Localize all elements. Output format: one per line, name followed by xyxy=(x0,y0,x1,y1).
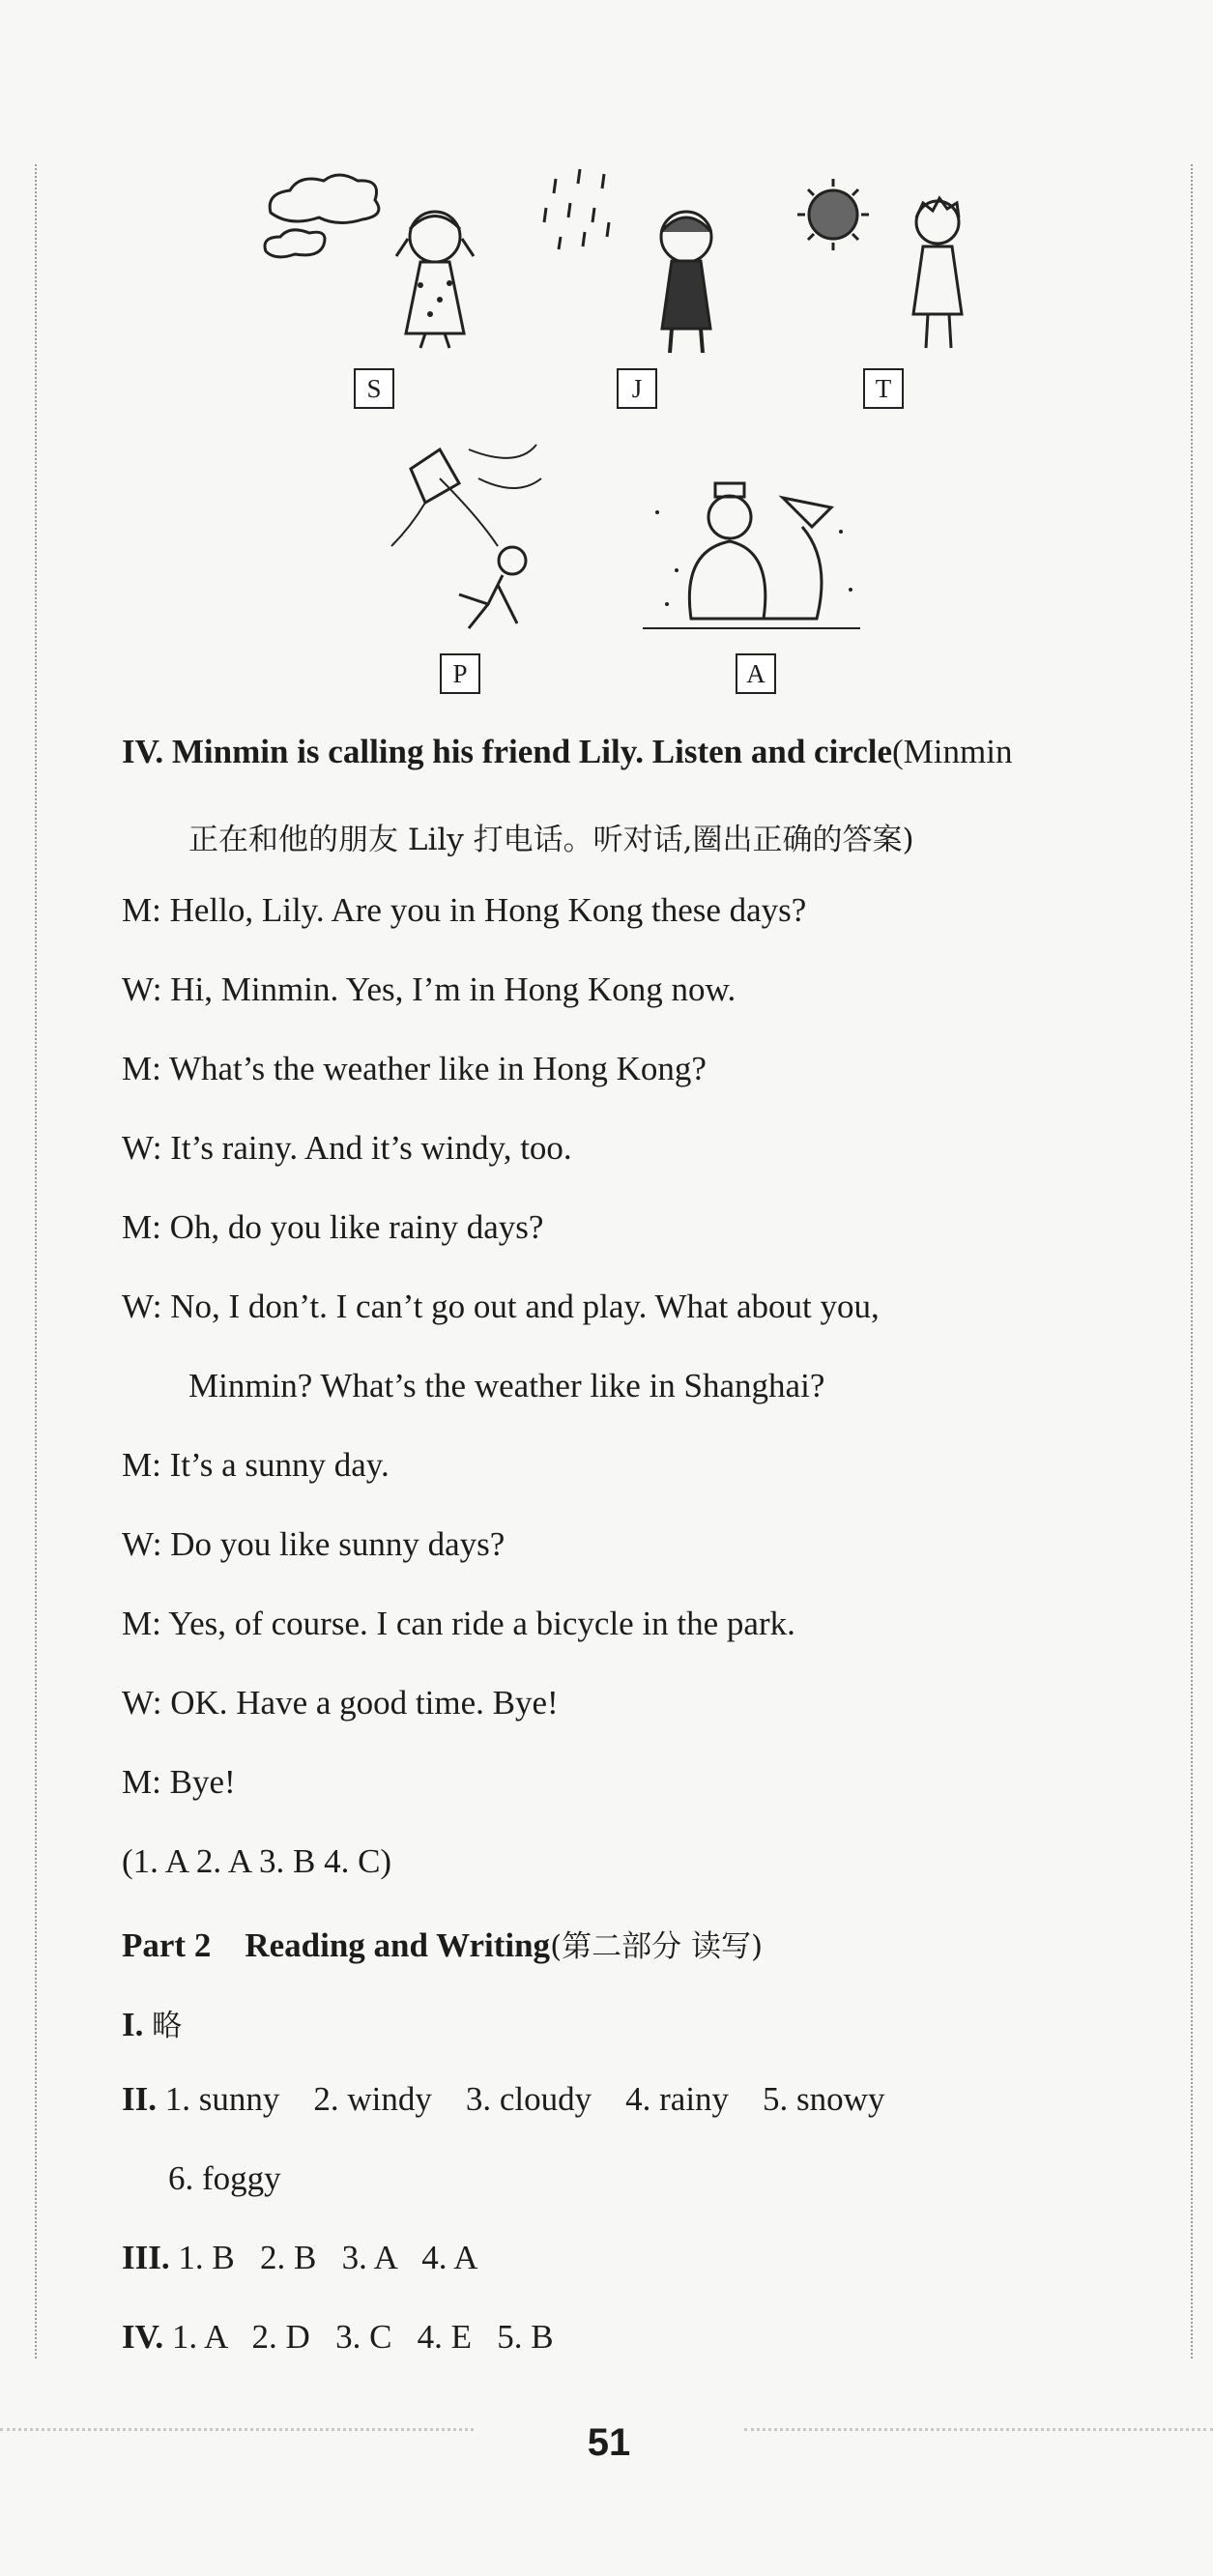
answer-ii-number: II. xyxy=(122,2080,157,2118)
part2-title-cn: (第二部分 读写) xyxy=(550,1929,764,1964)
answer-row-ii xyxy=(122,2080,884,2119)
rainy-girl-picture xyxy=(536,164,749,362)
section-iv-instruction-cn: 正在和他的朋友 Lily 打电话。听对话,圈出正确的答案) xyxy=(188,823,914,857)
right-dotted-border xyxy=(1191,164,1193,2359)
dialogue-line: W: OK. Have a good time. Bye! xyxy=(122,1684,559,1722)
dialogue-line: M: Hello, Lily. Are you in Hong Kong these days? xyxy=(122,891,807,929)
dialogue-line: M: It’s a sunny day. xyxy=(122,1446,390,1484)
dialogue-line: W: No, I don’t. I can’t go out and play. What about you, xyxy=(122,1288,880,1325)
dialogue-line: M: Oh, do you like rainy days? xyxy=(122,1208,544,1246)
answer-iii-text: 1. B 2. B 3. A 4. A xyxy=(178,2239,478,2276)
answer-row-iv xyxy=(122,2318,554,2357)
section-iv-heading xyxy=(122,733,1012,771)
left-dotted-border xyxy=(35,164,37,2359)
dialogue-line: W: Hi, Minmin. Yes, I’m in Hong Kong now. xyxy=(122,970,736,1008)
dialogue-line: W: Do you like sunny days? xyxy=(122,1525,505,1563)
dialogue-line: Minmin? What’s the weather like in Shanghai? xyxy=(188,1367,825,1404)
answer-row-iii xyxy=(122,2239,478,2277)
picture-label-p: P xyxy=(440,653,480,694)
page-number: 51 xyxy=(587,2421,631,2464)
picture-label-a: A xyxy=(736,653,776,694)
answer-iii-number: III. xyxy=(122,2239,170,2276)
dialogue-line: M: What’s the weather like in Hong Kong? xyxy=(122,1050,707,1087)
section-iv-number: IV. xyxy=(122,733,164,770)
answer-i-text: 略 xyxy=(152,2009,183,2043)
snowy-snowman-picture xyxy=(638,474,865,648)
section-iv-instruction-en: Minmin is calling his friend Lily. Listen and circle xyxy=(171,733,893,770)
answer-i-number: I. xyxy=(122,2006,144,2043)
cloudy-girl-picture xyxy=(261,169,493,362)
answer-iv-number: IV. xyxy=(122,2318,164,2356)
answer-ii-text: 1. sunny 2. windy 3. cloudy 4. rainy 5. snowy xyxy=(164,2080,885,2118)
sunny-boy-picture xyxy=(793,174,986,362)
picture-label-s: S xyxy=(354,368,394,409)
part2-heading xyxy=(122,1922,763,1965)
listening-answers: (1. A 2. A 3. B 4. C) xyxy=(122,1842,392,1880)
answer-iv-text: 1. A 2. D 3. C 4. E 5. B xyxy=(171,2318,554,2356)
windy-kite-boy-picture xyxy=(372,440,546,643)
picture-label-t: T xyxy=(863,368,904,409)
picture-label-j: J xyxy=(617,368,657,409)
footer-divider-left xyxy=(0,2428,474,2431)
section-iv-instruction-cn-start: (Minmin xyxy=(892,733,1013,770)
footer-divider-right xyxy=(744,2428,1213,2431)
part2-title-en: Part 2 Reading and Writing xyxy=(122,1926,551,1964)
dialogue-line: M: Bye! xyxy=(122,1763,236,1801)
answer-row-i xyxy=(122,2001,182,2044)
answer-ii-text-continued: 6. foggy xyxy=(168,2159,281,2197)
dialogue-line: M: Yes, of course. I can ride a bicycle in the park. xyxy=(122,1605,795,1642)
dialogue-line: W: It’s rainy. And it’s windy, too. xyxy=(122,1129,572,1167)
